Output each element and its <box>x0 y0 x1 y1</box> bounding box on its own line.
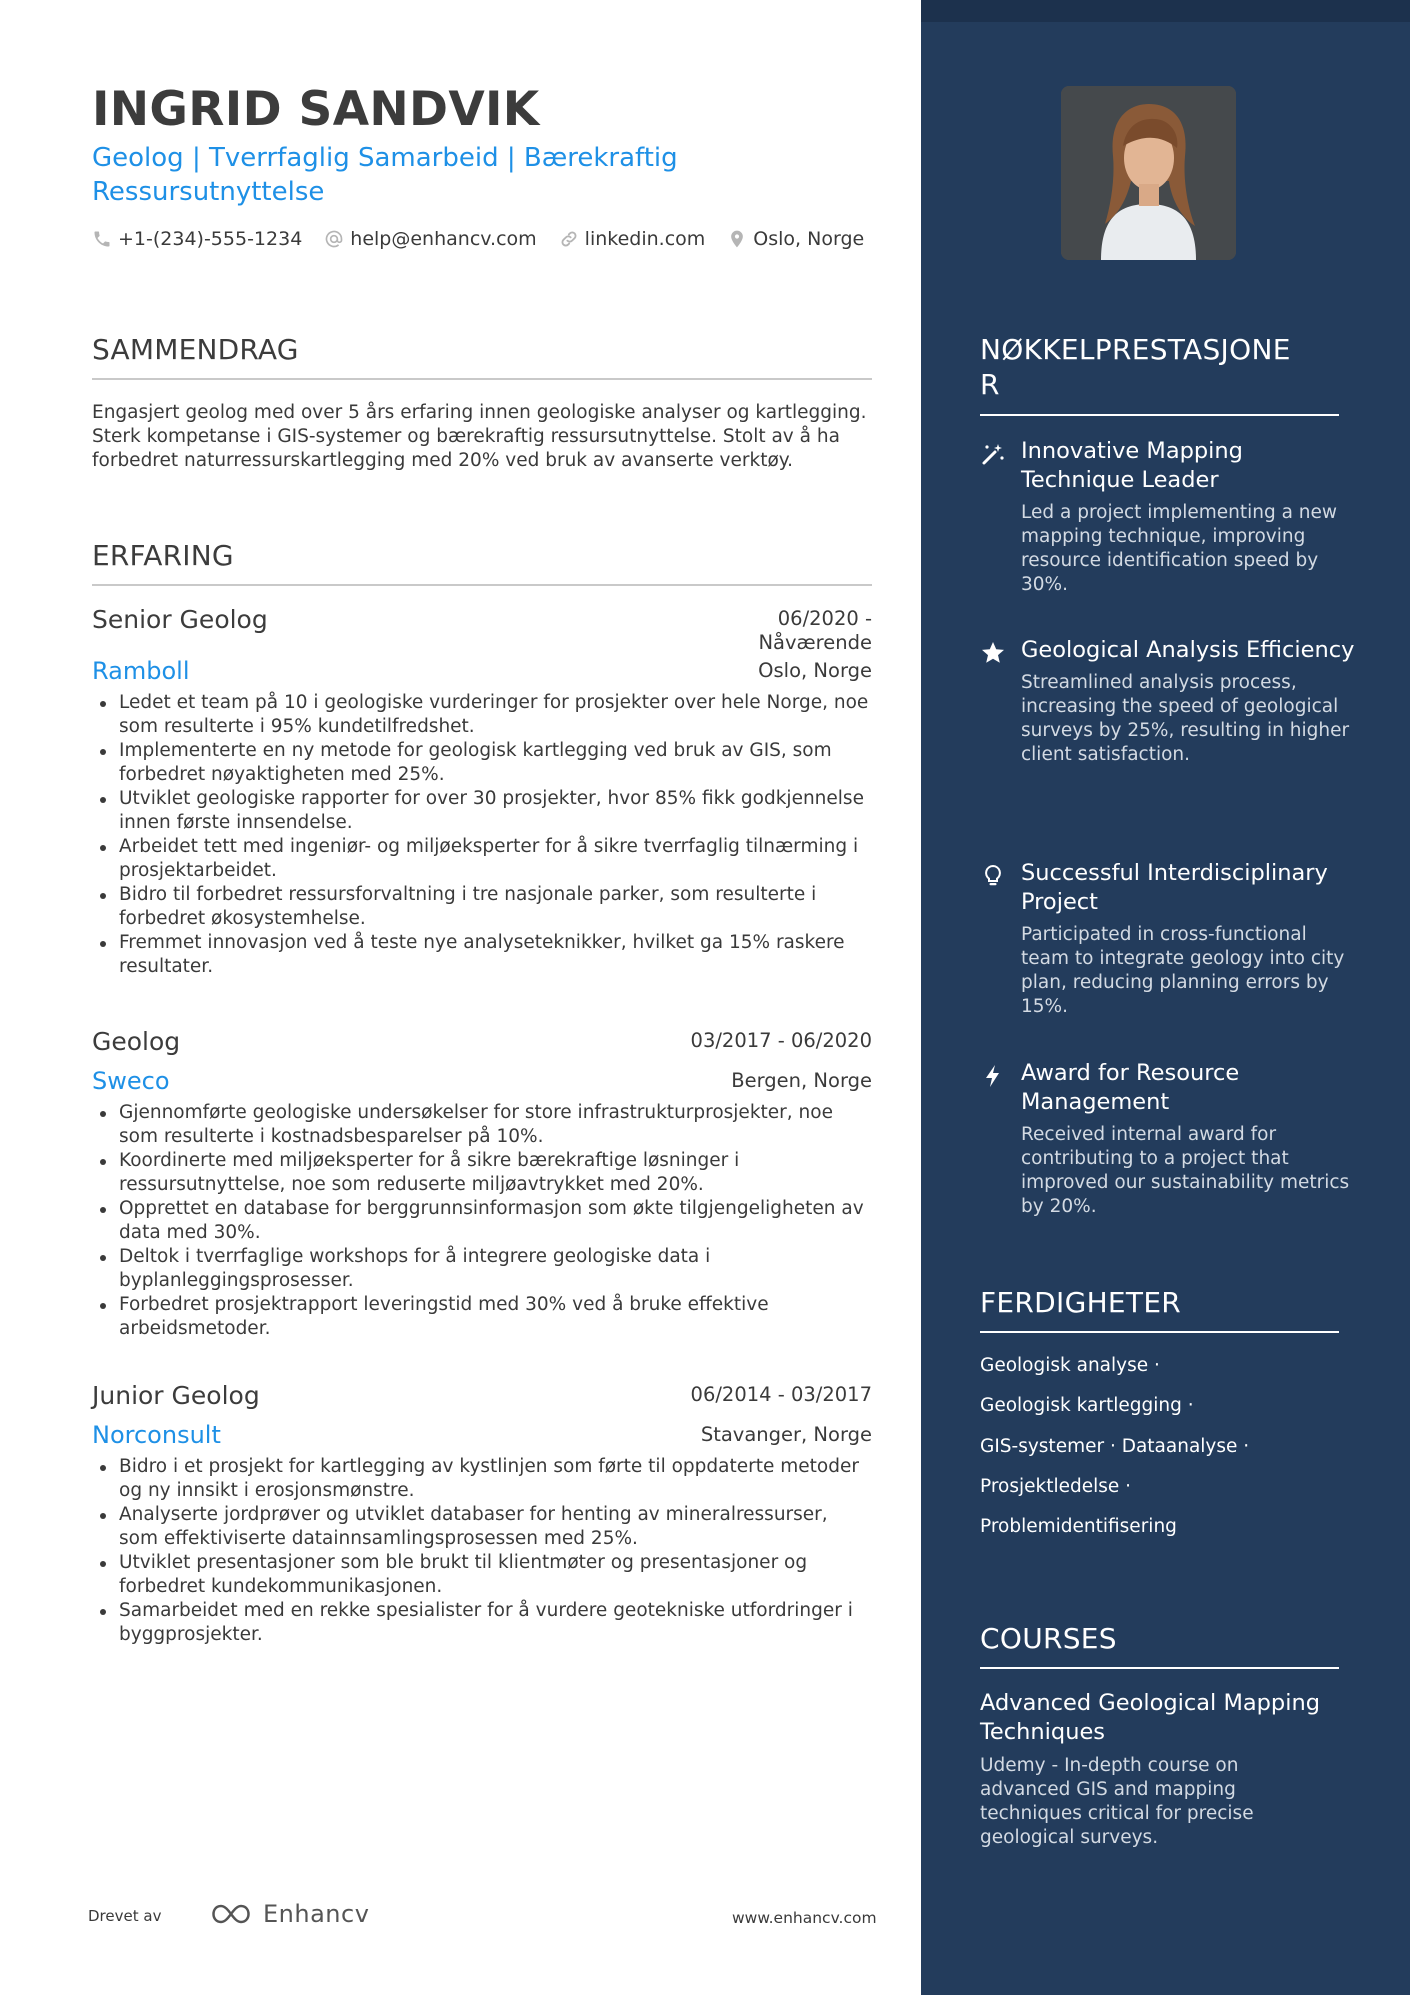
job-location: Stavanger, Norge <box>700 1423 872 1446</box>
list-item: Koordinerte med miljøeksperter for å sikre bærekraftige løsninger i ressursutnyttelse, noe som reduserte miljøavtrykket med 20%. <box>92 1149 872 1197</box>
list-item: Implementerte en ny metode for geologisk kartlegging ved bruk av GIS, som forbedret nøyaktigheten med 25%. <box>92 739 872 787</box>
job-bullets <box>92 1455 872 1647</box>
course-desc: Udemy - In-depth course on advanced GIS and mapping techniques critical for precise geological surveys. <box>980 1755 1254 1848</box>
summary-heading: SAMMENDRAG <box>92 333 299 366</box>
skill-line: Geologisk kartlegging · <box>980 1395 1194 1416</box>
achievement-desc: Participated in cross-functional team to integrate geology into city plan, reducing planning errors by 15%. <box>1021 924 1345 1017</box>
list-item: Deltok i tverrfaglige workshops for å integrere geologiske data i byplanleggingsprosesser. <box>92 1245 872 1293</box>
list-item: Ledet et team på 10 i geologiske vurderinger for prosjekter over hele Norge, noe som resulterte i 95% kundetilfredshet. <box>92 691 872 739</box>
achievement-desc: Received internal award for contributing to a project that improved our sustainability metrics by 20%. <box>1021 1124 1350 1217</box>
phone-text: +1-(234)-555-1234 <box>118 228 303 250</box>
job-entry <box>92 1381 872 1647</box>
at-icon <box>324 229 344 249</box>
experience-divider <box>92 584 872 586</box>
profile-photo <box>1061 86 1236 260</box>
portrait-icon <box>1061 86 1236 260</box>
contact-bar <box>92 228 886 250</box>
skill-line: Problemidentifisering <box>980 1516 1177 1537</box>
achievement-item <box>980 636 1360 767</box>
footer-url[interactable]: www.enhancv.com <box>732 1909 877 1927</box>
contact-location <box>727 228 864 250</box>
skill-line: GIS-systemer · Dataanalyse · <box>980 1436 1250 1457</box>
job-entry <box>92 605 872 979</box>
job-entry <box>92 1027 872 1341</box>
achievement-title: Innovative Mapping Technique Leader <box>1021 438 1243 493</box>
contact-linkedin[interactable] <box>559 228 706 250</box>
skill-line: Prosjektledelse · <box>980 1476 1132 1497</box>
achievement-item <box>980 859 1360 1019</box>
list-item: Arbeidet tett med ingeniør- og miljøeksperter for å sikre tverrfaglig tilnærming i prosjektarbeidet. <box>92 835 872 883</box>
job-location: Oslo, Norge <box>758 659 872 682</box>
lightbulb-icon <box>980 863 1006 889</box>
sidebar-top-bar <box>921 0 1410 22</box>
experience-heading: ERFARING <box>92 539 234 572</box>
job-location: Bergen, Norge <box>731 1069 872 1092</box>
list-item: Bidro i et prosjekt for kartlegging av kystlinjen som førte til oppdaterte metoder og ny innsikt i erosjonsmønstre. <box>92 1455 872 1503</box>
star-icon <box>980 640 1006 666</box>
list-item: Utviklet geologiske rapporter for over 30 prosjekter, hvor 85% fikk godkjennelse innen første innsendelse. <box>92 787 872 835</box>
achievement-desc: Led a project implementing a new mapping technique, improving resource identification speed by 30%. <box>1021 502 1338 595</box>
courses-heading: COURSES <box>980 1622 1117 1655</box>
company-name[interactable]: Norconsult <box>92 1421 221 1449</box>
list-item: Utviklet presentasjoner som ble brukt til klientmøter og presentasjoner og forbedret kundekommunikasjonen. <box>92 1551 872 1599</box>
job-bullets <box>92 691 872 979</box>
achievement-desc: Streamlined analysis process, increasing the speed of geological surveys by 25%, resulting in higher client satisfaction. <box>1021 672 1350 765</box>
skill-line: Geologisk analyse · <box>980 1355 1160 1376</box>
achievements-divider <box>980 414 1339 416</box>
contact-email[interactable] <box>324 228 536 250</box>
tagline: Geolog | Tverrfaglig Samarbeid | Bærekraftig Ressursutnyttelse <box>92 143 678 207</box>
summary-divider <box>92 378 872 380</box>
location-text: Oslo, Norge <box>753 228 865 250</box>
skills-heading: FERDIGHETER <box>980 1286 1182 1319</box>
lightning-icon <box>980 1063 1006 1089</box>
job-bullets <box>92 1101 872 1341</box>
sidebar <box>921 0 1410 1995</box>
email-text: help@enhancv.com <box>350 228 537 250</box>
magic-wand-icon <box>980 441 1006 467</box>
infinity-logo-icon <box>207 1902 255 1926</box>
enhancv-logo[interactable] <box>207 1900 369 1928</box>
list-item: Forbedret prosjektrapport leveringstid med 30% ved å bruke effektive arbeidsmetoder. <box>92 1293 872 1341</box>
candidate-name: INGRID SANDVIK <box>92 82 540 137</box>
link-icon <box>559 229 579 249</box>
job-date: 06/2014 - 03/2017 <box>690 1383 872 1406</box>
list-item: Fremmet innovasjon ved å teste nye analyseteknikker, hvilket ga 15% raskere resultater. <box>92 931 872 979</box>
achievement-title: Successful Interdisciplinary Project <box>1021 860 1328 915</box>
achievement-item <box>980 1059 1360 1219</box>
company-name[interactable]: Sweco <box>92 1067 170 1095</box>
achievement-title: Award for Resource Management <box>1021 1060 1240 1115</box>
summary-text: Engasjert geolog med over 5 års erfaring innen geologiske analyser og kartlegging. Sterk kompetanse i GIS-systemer og bærekraftig ressursutnyttelse. Stolt av å ha forbedret naturressurskartlegging med 20% ved bruk av avanserte verktøy. <box>92 402 867 471</box>
list-item: Bidro til forbedret ressursforvaltning i tre nasjonale parker, som resulterte i forbedret økosystemhelse. <box>92 883 872 931</box>
achievement-title: Geological Analysis Efficiency <box>1021 637 1355 663</box>
course-title: Advanced Geological Mapping Techniques <box>980 1690 1321 1745</box>
achievements-heading: NØKKELPRESTASJONE R <box>980 333 1291 401</box>
company-name[interactable]: Ramboll <box>92 657 190 685</box>
list-item: Opprettet en database for berggrunnsinformasjon som økte tilgjengeligheten av data med 30%. <box>92 1197 872 1245</box>
list-item: Gjennomførte geologiske undersøkelser for store infrastrukturprosjekter, noe som resulterte i kostnadsbesparelser på 10%. <box>92 1101 872 1149</box>
job-title: Senior Geolog <box>92 605 268 634</box>
skills-divider <box>980 1331 1339 1333</box>
courses-divider <box>980 1667 1339 1669</box>
job-date: 03/2017 - 06/2020 <box>690 1029 872 1052</box>
phone-icon <box>92 229 112 249</box>
list-item: Samarbeidet med en rekke spesialister for å vurdere geotekniske utfordringer i byggprosjekter. <box>92 1599 872 1647</box>
location-pin-icon <box>727 229 747 249</box>
linkedin-text: linkedin.com <box>584 228 706 250</box>
enhancv-brand: Enhancv <box>263 1900 370 1928</box>
contact-phone[interactable] <box>92 228 302 250</box>
powered-by-label: Drevet av <box>88 1907 162 1925</box>
job-date: 06/2020 - Nåværende <box>758 607 872 654</box>
job-title: Junior Geolog <box>92 1381 260 1410</box>
list-item: Analyserte jordprøver og utviklet databaser for henting av mineralressurser, som effektiviserte datainnsamlingsprosessen med 25%. <box>92 1503 872 1551</box>
job-title: Geolog <box>92 1027 181 1056</box>
achievement-item <box>980 437 1360 597</box>
